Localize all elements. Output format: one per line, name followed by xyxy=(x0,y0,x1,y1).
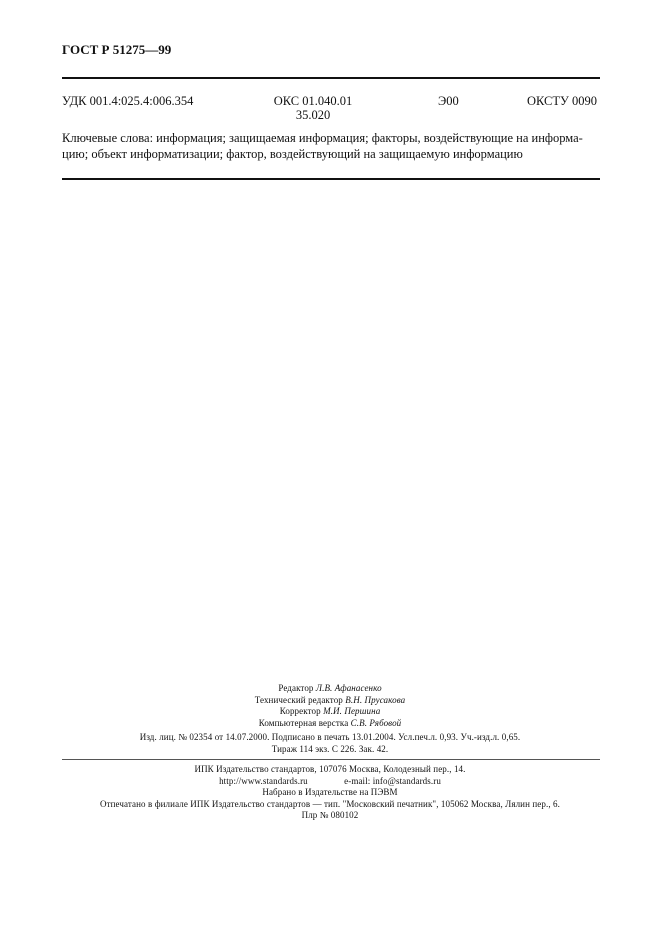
keywords-paragraph xyxy=(62,130,600,162)
plr-line: Плр № 080102 xyxy=(301,810,359,820)
website-link[interactable]: http://www.standards.ru xyxy=(219,775,308,786)
udk-code: УДК 001.4:025.4:006.354 xyxy=(62,94,194,108)
staff-layout xyxy=(60,718,600,730)
imprint-divider xyxy=(62,759,600,760)
staff-editor xyxy=(60,683,600,695)
okstu-code: ОКСТУ 0090 xyxy=(527,94,598,108)
publication-details xyxy=(60,732,600,755)
publisher-details xyxy=(60,764,600,822)
oks-code xyxy=(270,94,356,122)
staff-role: Корректор xyxy=(279,706,321,716)
staff-tech-editor xyxy=(60,695,600,707)
staff-role: Редактор xyxy=(278,683,314,693)
license-line: Изд. лиц. № 02354 от 14.07.2000. Подписано в печать 13.01.2004. Усл.печ.л. 0,93. Уч.-изд.л. 0,65. xyxy=(139,732,521,742)
email-link[interactable]: e-mail: info@standards.ru xyxy=(344,775,441,786)
keywords-line-2: цию; объект информатизации; фактор, воздействующий на защищаемую информацию xyxy=(62,147,523,161)
keywords-line-1: Ключевые слова: информация; защищаемая информация; факторы, воздействующие на информа- xyxy=(62,131,583,145)
print-run-line: Тираж 114 экз. С 226. Зак. 42. xyxy=(271,743,389,754)
top-rule xyxy=(62,77,600,79)
staff-name: Л.В. Афанасенко xyxy=(315,683,382,693)
staff-proofreader xyxy=(60,706,600,718)
publisher-line: ИПК Издательство стандартов, 107076 Москва, Колодезный пер., 14. xyxy=(194,764,466,774)
document-header-title: ГОСТ Р 51275—99 xyxy=(62,42,172,57)
typeset-line: Набрано в Издательстве на ПЭВМ xyxy=(262,787,398,797)
staff-name: В.Н. Прусакова xyxy=(345,694,406,705)
printed-at-line: Отпечатано в филиале ИПК Издательство стандартов — тип. "Московский печатник", 105062 Москва, Лялин пер., 6. xyxy=(100,798,560,809)
staff-credits xyxy=(60,683,600,729)
bottom-rule xyxy=(62,178,600,180)
staff-name: М.И. Першина xyxy=(323,706,381,716)
staff-name: С.В. Рябовой xyxy=(350,717,402,728)
group-code: Э00 xyxy=(438,94,459,108)
contact-line xyxy=(60,776,600,788)
staff-role: Технический редактор xyxy=(254,694,343,705)
oks-code-line-1: ОКС 01.040.01 xyxy=(273,94,353,108)
staff-role: Компьютерная верстка xyxy=(258,717,349,728)
oks-code-line-2: 35.020 xyxy=(295,108,331,122)
